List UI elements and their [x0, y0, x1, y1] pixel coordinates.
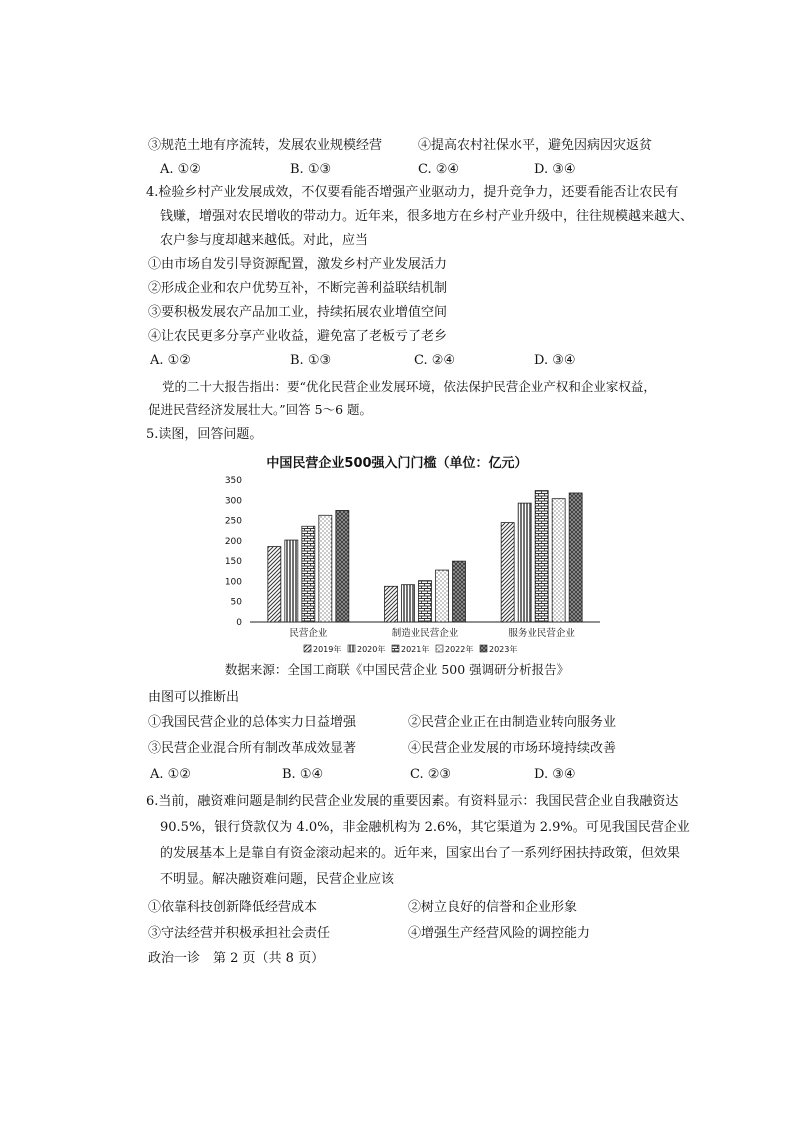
q3-option-d: D. ③④	[534, 162, 576, 177]
bar-chart	[220, 468, 610, 660]
q5-lead: 由图可以推断出	[148, 690, 240, 705]
y-tick-label: 100	[224, 577, 242, 588]
category-labels	[289, 627, 575, 639]
q5-item-4: ④民营企业发展的市场环境持续改善	[408, 741, 617, 756]
legend-swatch	[392, 645, 399, 652]
y-tick-label: 250	[224, 516, 242, 527]
legend-swatch	[480, 645, 487, 652]
bar-2020年-制造业民营企业	[402, 585, 415, 622]
chart-title: 中国民营企业500强入门门槛（单位：亿元）	[266, 456, 528, 471]
q4-option-d: D. ③④	[534, 353, 576, 368]
q4-item-2: ②形成企业和农户优势互补，不断完善利益联结机制	[148, 281, 448, 296]
q4-item-3: ③要积极发展农产品加工业，持续拓展农业增值空间	[148, 305, 448, 320]
q5-option-a: A. ①②	[150, 767, 191, 782]
legend-label: 2021年	[401, 645, 430, 654]
q5-item-2: ②民营企业正在由制造业转向服务业	[408, 715, 617, 730]
y-tick-label: 50	[230, 597, 242, 608]
q3-option-a: A. ①②	[160, 162, 201, 177]
q3-item-4: ④提高农村社保水平，避免因病因灾返贫	[418, 138, 653, 153]
category-label: 服务业民营企业	[508, 628, 575, 639]
legend-swatch	[348, 645, 355, 652]
y-tick-label: 350	[224, 476, 242, 486]
legend-swatch	[304, 645, 311, 652]
q5-option-b: B. ①④	[282, 767, 324, 782]
q6-stem-line-1: 6.当前，融资难问题是制约民营企业发展的重要因素。有资料显示：我国民营企业自我融资达	[146, 794, 679, 809]
q6-item-1: ①依靠科技创新降低经营成本	[148, 900, 318, 915]
q6-item-2: ②树立良好的信誉和企业形象	[408, 900, 578, 915]
q6-stem-line-2: 90.5%，银行贷款仅为 4.0%，非金融机构为 2.6%，其它渠道为 2.9%。可见我国民营企业	[160, 820, 690, 835]
bar-2022年-制造业民营企业	[436, 570, 449, 622]
bar-2022年-服务业民营企业	[552, 499, 565, 622]
q4-stem-line-2: 钱赚，增强对农民增收的带动力。近年来，很多地方在乡村产业升级中，往往规模越来越大、	[160, 209, 694, 224]
bar-2020年-服务业民营企业	[518, 503, 531, 622]
q5-item-3: ③民营企业混合所有制改革成效显著	[148, 741, 357, 756]
q6-stem-line-3: 的发展基本上是靠自有资金滚动起来的。近年来，国家出台了一系列纾困扶持政策，但效果	[160, 846, 681, 861]
legend-label: 2020年	[357, 645, 386, 654]
q5-option-c: C. ②③	[410, 767, 452, 782]
bar-2019年-制造业民营企业	[385, 586, 398, 622]
bar-2022年-民营企业	[319, 515, 332, 622]
y-tick-label: 200	[224, 536, 242, 547]
q3-item-3: ③规范土地有序流转，发展农业规模经营	[148, 138, 383, 153]
q4-option-a: A. ①②	[150, 353, 191, 368]
legend-label: 2022年	[445, 645, 474, 654]
q4-option-b: B. ①③	[290, 353, 332, 368]
category-label: 制造业民营企业	[391, 628, 459, 639]
q6-item-3: ③守法经营并积极承担社会责任	[148, 926, 331, 941]
legend	[304, 644, 517, 654]
q5-option-d: D. ③④	[534, 767, 576, 782]
bar-2021年-服务业民营企业	[535, 491, 548, 622]
y-tick-label: 150	[224, 557, 242, 568]
category-label: 民营企业	[289, 628, 328, 639]
q4-stem-line-3: 农户参与度却越来越低。对此，应当	[160, 233, 369, 248]
q6-item-4: ④增强生产经营风险的调控能力	[408, 926, 591, 941]
bar-2019年-服务业民营企业	[501, 523, 514, 622]
bar-2023年-服务业民营企业	[569, 493, 582, 622]
bar-2021年-民营企业	[302, 526, 315, 622]
bars-group	[268, 491, 582, 622]
q5-item-1: ①我国民营企业的总体实力日益增强	[148, 715, 357, 730]
bar-2021年-制造业民营企业	[419, 581, 432, 622]
chart-source: 数据来源：全国工商联《中国民营企业 500 强调研分析报告》	[224, 662, 570, 677]
q4-option-c: C. ②④	[414, 353, 456, 368]
q4-stem-line-1: 4.检验乡村产业发展成效，不仅要看能否增强产业驱动力，提升竞争力，还要看能否让农民有	[146, 185, 679, 200]
bar-2020年-民营企业	[285, 540, 298, 622]
legend-swatch	[436, 645, 443, 652]
bar-2019年-民营企业	[268, 547, 281, 622]
q3-option-c: C. ②④	[418, 162, 460, 177]
page-footer: 政治一诊 第 2 页（共 8 页）	[148, 951, 325, 966]
q4-item-1: ①由市场自发引导资源配置，激发乡村产业发展活力	[148, 257, 448, 272]
intro-line-2: 促进民营经济发展壮大。”回答 5～6 题。	[148, 402, 372, 417]
y-tick-label: 0	[236, 618, 242, 628]
q5-stem: 5.读图，回答问题。	[146, 427, 263, 442]
q3-option-b: B. ①③	[290, 162, 332, 177]
legend-label: 2023年	[489, 645, 518, 654]
q4-item-4: ④让农民更多分享产业收益，避免富了老板亏了老乡	[148, 329, 448, 344]
bar-2023年-制造业民营企业	[453, 561, 466, 622]
q6-stem-line-4: 不明显。解决融资难问题，民营企业应该	[160, 872, 395, 887]
intro-line-1: 党的二十大报告指出：要“优化民营企业发展环境，依法保护民营企业产权和企业家权益，	[162, 379, 656, 394]
legend-label: 2019年	[313, 645, 342, 654]
bar-2023年-民营企业	[336, 510, 349, 622]
y-tick-label: 300	[224, 496, 242, 507]
